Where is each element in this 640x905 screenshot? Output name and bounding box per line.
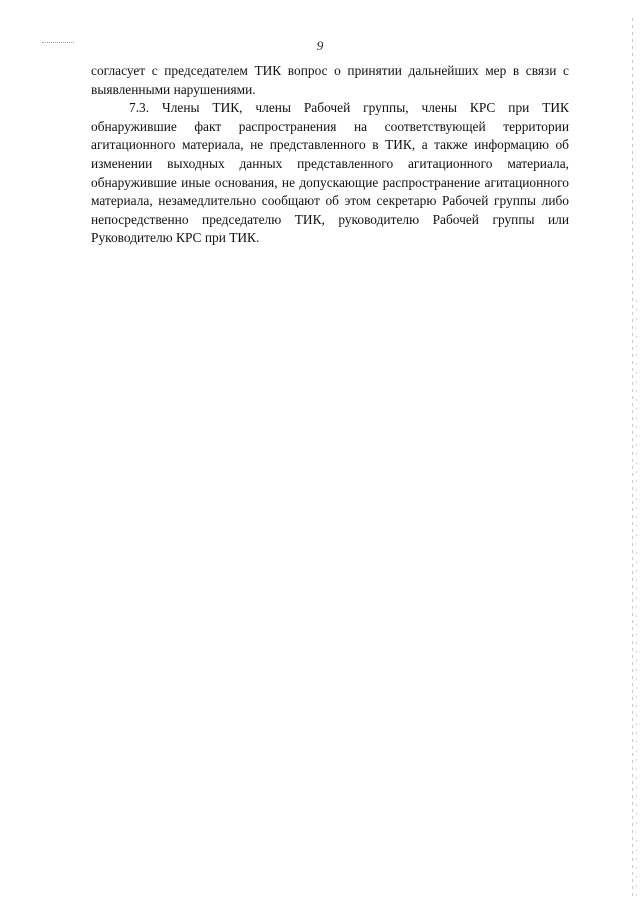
scan-edge-artifact-secondary xyxy=(636,300,637,900)
paragraph-continuation: согласует с председателем ТИК вопрос о принятии дальнейших мер в связи с выявленными нарушениями. xyxy=(91,63,569,97)
document-body xyxy=(91,62,569,248)
page-number: 9 xyxy=(316,38,324,53)
paragraph-7-3: 7.3. Члены ТИК, члены Рабочей группы, члены КРС при ТИК обнаружившие факт распространения на соответствующей территории агитационного материала, не представленного в ТИК, а также информацию об изменении выходных данных представленного агитационного материала, обнаружившие иные основания, не допускающие распространение агитационного материала, незамедлительно сообщают об этом секретарю Рабочей группы либо непосредственно председателю ТИК, руководителю Рабочей группы или Руководителю КРС при ТИК. xyxy=(91,100,569,246)
scan-edge-artifact xyxy=(632,18,633,898)
